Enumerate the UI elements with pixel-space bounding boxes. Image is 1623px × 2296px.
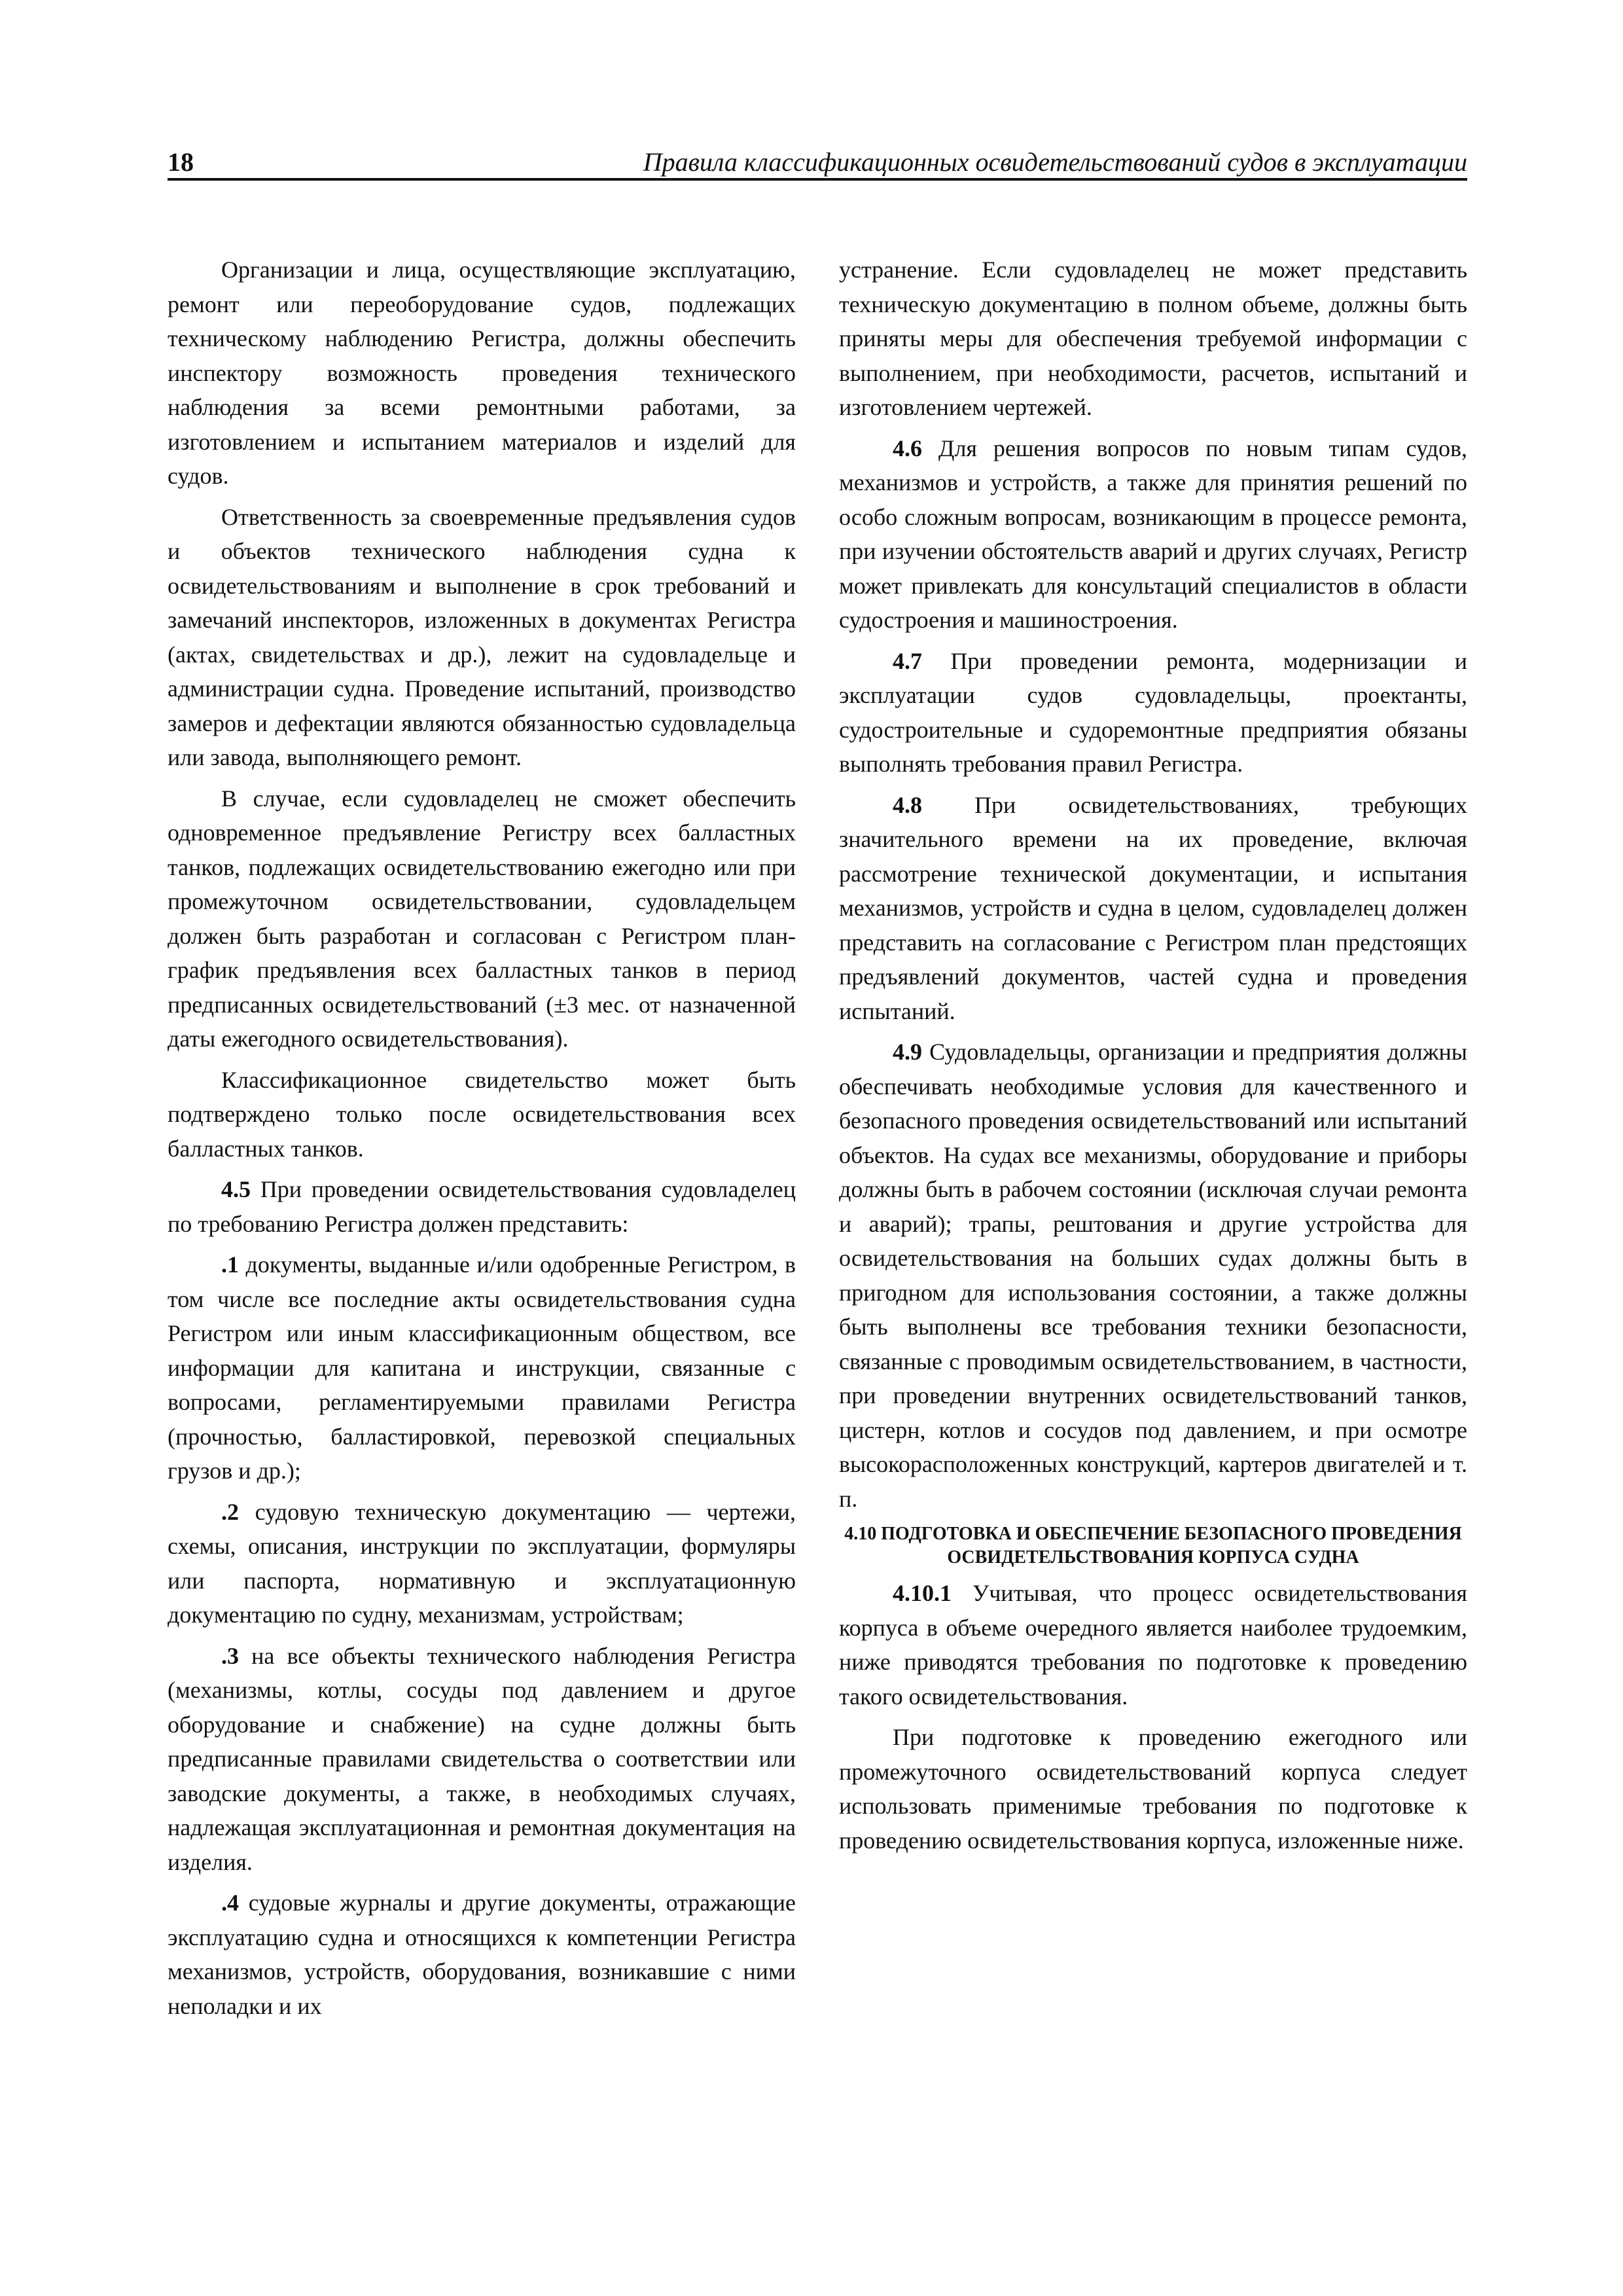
paragraph-text: Судовладельцы, организации и предприятия должны обеспечивать необходимые условия для качественного и безопасного проведения освидетельствований или испытаний объектов. На судах все механизмы, оборудование и приборы должны быть в рабочем состоянии (исключая случаи ремонта и аварий); трапы, рештования и другие устройства для освидетельствования на больших судах должны быть в пригодном для использования состоянии, а также должны быть выполнены все требования техники безопасности, связанные с проводимым освидетельствованием, в частности, при проведении внутренних освидетельствований танков, цистерн, котлов и сосудов под давлением, и при осмотре высокорасположенных конструкций, картеров двигателей и т. п. — [839, 1039, 1467, 1512]
paragraph: Классификационное свидетельство может быть подтверждено только после освидетельствования всех балластных танков. — [168, 1066, 796, 1162]
page-header — [168, 145, 1467, 179]
clause-number: 4.7 — [893, 647, 922, 674]
paragraph: Ответственность за своевременные предъявления судов и объектов технического наблюдения судна к освидетельствованиям и выполнение в срок требований и замечаний инспекторов, изложенных в документах Регистра (актах, свидетельствах и др.), лежит на судовладельце и администрации судна. Проведение испытаний, производство замеров и дефектации являются обязанностью судовладельца или завода, выполняющего ремонт. — [168, 503, 796, 770]
paragraph-text: документы, выданные и/или одобренные Регистром, в том числе все последние акты освидетельствования судна Регистром или иным классификационным обществом, все информации для капитана и инструкции, связанные с вопросами, регламентируемыми правилами Регистра (прочностью, балластировкой, перевозкой специальных грузов и др.); — [168, 1251, 796, 1484]
running-title: Правила классификационных освидетельствований судов в эксплуатации — [643, 147, 1467, 177]
paragraph-text: судовую техническую документацию — чертежи, схемы, описания, инструкции по эксплуатации, формуляры или паспорта, нормативную и эксплуатационную документацию по судну, механизмам, устройствам; — [168, 1498, 796, 1628]
clause-number: 4.5 — [221, 1176, 251, 1202]
paragraph: Организации и лица, осуществляющие эксплуатацию, ремонт или переоборудование судов, подлежащих техническому наблюдению Регистра, должны обеспечить инспектору возможность проведения технического наблюдения за всеми ремонтными работами, за изготовлением и испытанием материалов и изделий для судов. — [168, 257, 796, 489]
paragraph: При подготовке к проведению ежегодного или промежуточного освидетельствований корпуса следует использовать применимые требования по подготовке к проведению освидетельствования корпуса, изложенные ниже. — [839, 1724, 1467, 1854]
paragraph-text: на все объекты технического наблюдения Регистра (механизмы, котлы, сосуды под давлением и другое оборудование и снабжение) на судне должны быть предписанные правилами свидетельства о соответствии или заводские документы, а также, в необходимых случаях, надлежащая эксплуатационная и ремонтная документация на изделия. — [168, 1642, 796, 1875]
paragraph — [839, 788, 1467, 1029]
clause-number: 4.6 — [893, 435, 922, 461]
header-rule — [168, 178, 1467, 181]
list-item — [168, 1495, 796, 1632]
item-number: .1 — [221, 1251, 239, 1278]
list-item — [168, 1639, 796, 1880]
clause-number: 4.10.1 — [893, 1580, 952, 1606]
paragraph: устранение. Если судовладелец не может представить техническую документацию в полном объеме, должны быть приняты меры для обеспечения требуемой информации с выполнением, при необходимости, расчетов, испытаний и изготовлением чертежей. — [839, 257, 1467, 420]
paragraph-text: При освидетельствованиях, требующих значительного времени на их проведение, включая рассмотрение технической документации, и испытания механизмов, устройств и судна в целом, судовладелец должен представить на согласование с Регистром план предстоящих предъявлений документов, частей судна и проведения испытаний. — [839, 791, 1467, 1024]
clause-number: 4.8 — [893, 791, 922, 818]
clause-number: 4.9 — [893, 1039, 922, 1065]
paragraph-text: При проведении освидетельствования судовладелец по требованию Регистра должен представить: — [168, 1176, 796, 1237]
paragraph-text: Для решения вопросов по новым типам судов, механизмов и устройств, а также для принятия решений по особо сложным вопросам, возникающим в процессе ремонта, при изучении обстоятельств аварий и других случаях, Регистр может привлекать для консультаций специалистов в области судостроения и машиностроения. — [839, 435, 1467, 633]
page-number: 18 — [168, 147, 194, 177]
item-number: .3 — [221, 1642, 239, 1669]
paragraph-text: судовые журналы и другие документы, отражающие эксплуатацию судна и относящихся к компетенции Регистра механизмов, устройств, оборудования, возникавшие с ними неполадки и их — [168, 1890, 796, 2019]
list-item — [168, 1886, 796, 2023]
paragraph — [839, 1576, 1467, 1713]
left-column — [168, 253, 796, 2030]
paragraph — [839, 1035, 1467, 1516]
paragraph-text: При проведении ремонта, модернизации и эксплуатации судов судовладельцы, проектанты, судостроительные и судоремонтные предприятия обязаны выполнять требования правил Регистра. — [839, 647, 1467, 777]
item-number: .2 — [221, 1498, 239, 1525]
item-number: .4 — [221, 1890, 239, 1916]
list-item — [168, 1247, 796, 1488]
right-column — [839, 253, 1467, 1864]
paragraph — [168, 1172, 796, 1241]
paragraph-text: Учитывая, что процесс освидетельствования корпуса в объеме очередного является наиболее трудоемким, ниже приводятся требования по подготовке к проведению такого освидетельствования. — [839, 1580, 1467, 1710]
section-heading: 4.10 ПОДГОТОВКА И ОБЕСПЕЧЕНИЕ БЕЗОПАСНОГО ПРОВЕДЕНИЯ ОСВИДЕТЕЛЬСТВОВАНИЯ КОРПУСА СУДНА — [844, 1524, 1462, 1568]
paragraph — [839, 644, 1467, 781]
paragraph: В случае, если судовладелец не сможет обеспечить одновременное предъявление Регистру всех балластных танков, подлежащих освидетельствованию ежегодно или при промежуточном освидетельствовании, судовладельцем должен быть разработан и согласован с Регистром план-график предъявления всех балластных танков в период предписанных освидетельствований (±3 мес. от назначенной даты ежегодного освидетельствования). — [168, 785, 796, 1052]
paragraph — [839, 431, 1467, 637]
